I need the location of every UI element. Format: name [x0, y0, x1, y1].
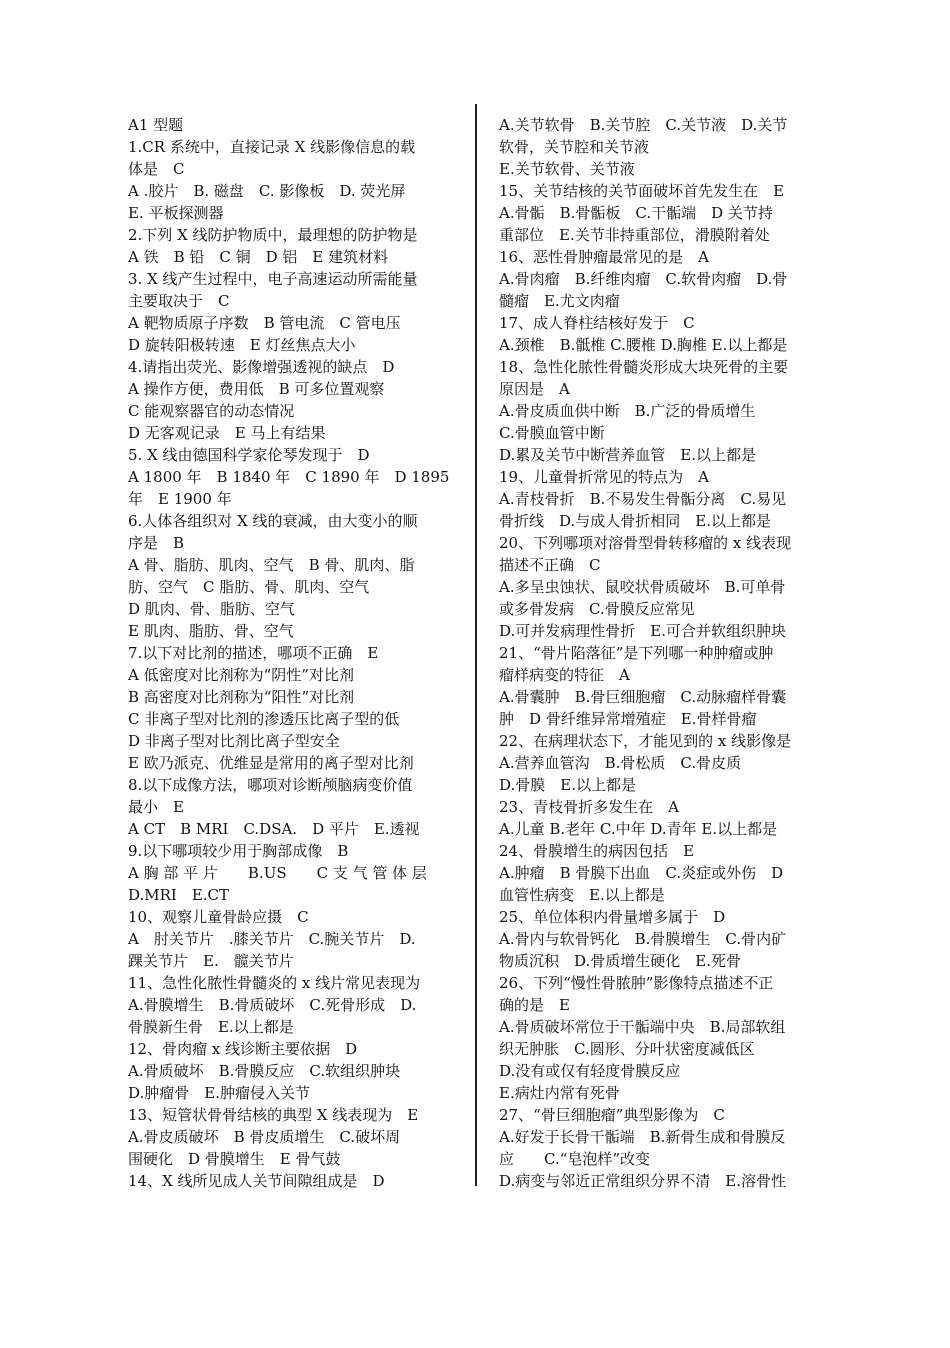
left-text-column	[128, 114, 455, 1192]
text-line: A.营养血管沟 B.骨松质 C.骨皮质	[499, 754, 742, 772]
text-line: A.骨质破坏常位于干骺端中央 B.局部软组	[499, 1018, 786, 1036]
text-line: 骨折线 D.与成人骨折相同 E.以上都是	[499, 512, 771, 530]
right-text-column	[499, 114, 826, 1192]
text-line: 5. X 线由德国科学家伦琴发现于 D	[128, 446, 370, 464]
text-line: A.骨肉瘤 B.纤维肉瘤 C.软骨肉瘤 D.骨	[499, 270, 788, 288]
text-line: 16、恶性骨肿瘤最常见的是 A	[499, 248, 709, 266]
text-line: 15、关节结核的关节面破坏首先发生在 E	[499, 182, 785, 200]
text-line: D.累及关节中断营养血管 E.以上都是	[499, 446, 756, 464]
text-line: 10、观察儿童骨龄应摄 C	[128, 908, 309, 926]
text-line: 22、在病理状态下，才能见到的 x 线影像是	[499, 732, 792, 750]
text-line: 年 E 1900 年	[128, 490, 232, 508]
text-line: 骨膜新生骨 E.以上都是	[128, 1018, 294, 1036]
text-line: A 靶物质原子序数 B 管电流 C 管电压	[128, 314, 401, 332]
text-line: A 肘关节片 .膝关节片 C.腕关节片 D.	[128, 930, 416, 948]
text-line: A.青枝骨折 B.不易发生骨骺分离 C.易见	[499, 490, 787, 508]
text-line: D.骨膜 E.以上都是	[499, 776, 636, 794]
text-line: 主要取决于 C	[128, 292, 230, 310]
text-line: A 骨、脂肪、肌肉、空气 B 骨、肌肉、脂	[128, 556, 415, 574]
text-line: D 旋转阳极转速 E 灯丝焦点大小	[128, 336, 356, 354]
text-line: E.关节软骨、关节液	[499, 160, 635, 178]
text-line: A.颈椎 B.骶椎 C.腰椎 D.胸椎 E.以上都是	[499, 336, 788, 354]
text-line: D.病变与邻近正常组织分界不清 E.溶骨性	[499, 1172, 786, 1190]
text-line: A CT B MRI C.DSA. D 平片 E.透视	[128, 820, 420, 838]
text-line: 体是 C	[128, 160, 185, 178]
text-line: 11、急性化脓性骨髓炎的 x 线片常见表现为	[128, 974, 421, 992]
text-line: D 肌肉、骨、脂肪、空气	[128, 600, 295, 618]
text-line: 或多骨发病 C.骨膜反应常见	[499, 600, 695, 618]
text-line: 物质沉积 D.骨质增生硬化 E.死骨	[499, 952, 741, 970]
text-line: 原因是 A	[499, 380, 570, 398]
text-line: A.骨囊肿 B.骨巨细胞瘤 C.动脉瘤样骨囊	[499, 688, 787, 706]
text-line: C.骨膜血管中断	[499, 424, 605, 442]
text-line: C 非离子型对比剂的渗透压比离子型的低	[128, 710, 400, 728]
text-line: 围硬化 D 骨膜增生 E 骨气鼓	[128, 1150, 341, 1168]
text-line: A.骨质破坏 B.骨膜反应 C.软组织肿块	[128, 1062, 401, 1080]
text-line: 7.以下对比剂的描述，哪项不正确 E	[128, 644, 379, 662]
text-line: 肪、空气 C 脂肪、骨、肌肉、空气	[128, 578, 370, 596]
text-line: 最小 E	[128, 798, 184, 816]
text-line: 14、X 线所见成人关节间隙组成是 D	[128, 1172, 385, 1190]
text-line: 23、青枝骨折多发生在 A	[499, 798, 679, 816]
text-line: 重部位 E.关节非持重部位，滑膜附着处	[499, 226, 770, 244]
text-line: A.骨膜增生 B.骨质破坏 C.死骨形成 D.	[128, 996, 417, 1014]
text-line: 软骨，关节腔和关节液	[499, 138, 650, 156]
text-line: A1 型题	[128, 116, 184, 134]
text-line: D.没有或仅有轻度骨膜反应	[499, 1062, 681, 1080]
text-line: 2.下列 X 线防护物质中，最理想的防护物是	[128, 226, 418, 244]
text-line: E 肌肉、脂肪、骨、空气	[128, 622, 294, 640]
text-line: D 无客观记录 E 马上有结果	[128, 424, 326, 442]
text-line: A 1800 年 B 1840 年 C 1890 年 D 1895	[128, 468, 450, 486]
text-line: A.骨皮质破坏 B 骨皮质增生 C.破坏周	[128, 1128, 401, 1146]
text-line: A 低密度对比剂称为“阴性”对比剂	[128, 666, 354, 684]
text-line: A.关节软骨 B.关节腔 C.关节液 D.关节	[499, 116, 788, 134]
text-line: 27、“骨巨细胞瘤”典型影像为 C	[499, 1106, 725, 1124]
text-line: 织无肿胀 C.圆形、分叶状密度减低区	[499, 1040, 755, 1058]
text-line: 13、短管状骨骨结核的典型 X 线表现为 E	[128, 1106, 419, 1124]
text-line: 瘤样病变的特征 A	[499, 666, 630, 684]
text-line: A.肿瘤 B 骨膜下出血 C.炎症或外伤 D	[499, 864, 784, 882]
text-line: A.多呈虫蚀状、鼠咬状骨质破坏 B.可单骨	[499, 578, 786, 596]
text-line: A.骨内与软骨钙化 B.骨膜增生 C.骨内矿	[499, 930, 787, 948]
text-line: 确的是 E	[499, 996, 570, 1014]
text-line: A 铁 B 铅 C 铜 D 铝 E 建筑材料	[128, 248, 389, 266]
text-line: A 胸 部 平 片 B.US C 支 气 管 体 层	[128, 864, 427, 882]
text-line: 8.以下成像方法，哪项对诊断颅脑病变价值	[128, 776, 413, 794]
text-line: 25、单位体积内骨量增多属于 D	[499, 908, 726, 926]
text-line: C 能观察器官的动态情况	[128, 402, 295, 420]
text-line: 4.请指出荧光、影像增强透视的缺点 D	[128, 358, 395, 376]
text-line: D.肿瘤骨 E.肿瘤侵入关节	[128, 1084, 310, 1102]
text-line: 18、急性化脓性骨髓炎形成大块死骨的主要	[499, 358, 789, 376]
text-line: 12、骨肉瘤 x 线诊断主要依据 D	[128, 1040, 358, 1058]
text-line: D.可并发病理性骨折 E.可合并软组织肿块	[499, 622, 786, 640]
text-line: 踝关节片 E. 髋关节片	[128, 952, 294, 970]
text-line: 3. X 线产生过程中，电子高速运动所需能量	[128, 270, 418, 288]
text-line: 9.以下哪项较少用于胸部成像 B	[128, 842, 349, 860]
text-line: D.MRI E.CT	[128, 886, 230, 904]
text-line: 17、成人脊柱结核好发于 C	[499, 314, 695, 332]
text-line: A.骨皮质血供中断 B.广泛的骨质增生	[499, 402, 756, 420]
text-line: 6.人体各组织对 X 线的衰减，由大变小的顺	[128, 512, 418, 530]
text-line: 1.CR 系统中，直接记录 X 线影像信息的载	[128, 138, 416, 156]
text-line: 26、下列“慢性骨脓肿”影像特点描述不正	[499, 974, 774, 992]
text-line: A.骨骺 B.骨骺板 C.干骺端 D 关节持	[499, 204, 773, 222]
text-line: A .胶片 B. 磁盘 C. 影像板 D. 荧光屏	[128, 182, 406, 200]
text-line: 血管性病变 E.以上都是	[499, 886, 665, 904]
text-line: 19、儿童骨折常见的特点为 A	[499, 468, 709, 486]
text-line: 序是 B	[128, 534, 185, 552]
text-line: 描述不正确 C	[499, 556, 601, 574]
column-divider	[475, 104, 477, 1186]
text-line: A.儿童 B.老年 C.中年 D.青年 E.以上都是	[499, 820, 778, 838]
text-line: A.好发于长骨干骺端 B.新骨生成和骨膜反	[499, 1128, 786, 1146]
text-line: 肿 D 骨纤维异常增殖症 E.骨样骨瘤	[499, 710, 757, 728]
text-line: 24、骨膜增生的病因包括 E	[499, 842, 695, 860]
text-line: D 非离子型对比剂比离子型安全	[128, 732, 340, 750]
text-line: 髓瘤 E.尤文肉瘤	[499, 292, 620, 310]
text-line: 21、“骨片陷落征”是下列哪一种肿瘤或肿	[499, 644, 774, 662]
text-line: A 操作方便，费用低 B 可多位置观察	[128, 380, 385, 398]
text-line: 应 C.“皂泡样”改变	[499, 1150, 651, 1168]
text-line: 20、下列哪项对溶骨型骨转移瘤的 x 线表现	[499, 534, 792, 552]
text-line: E.病灶内常有死骨	[499, 1084, 620, 1102]
text-line: E. 平板探测器	[128, 204, 224, 222]
text-line: E 欧乃派克、优维显是常用的离子型对比剂	[128, 754, 414, 772]
text-line: B 高密度对比剂称为“阳性”对比剂	[128, 688, 355, 706]
